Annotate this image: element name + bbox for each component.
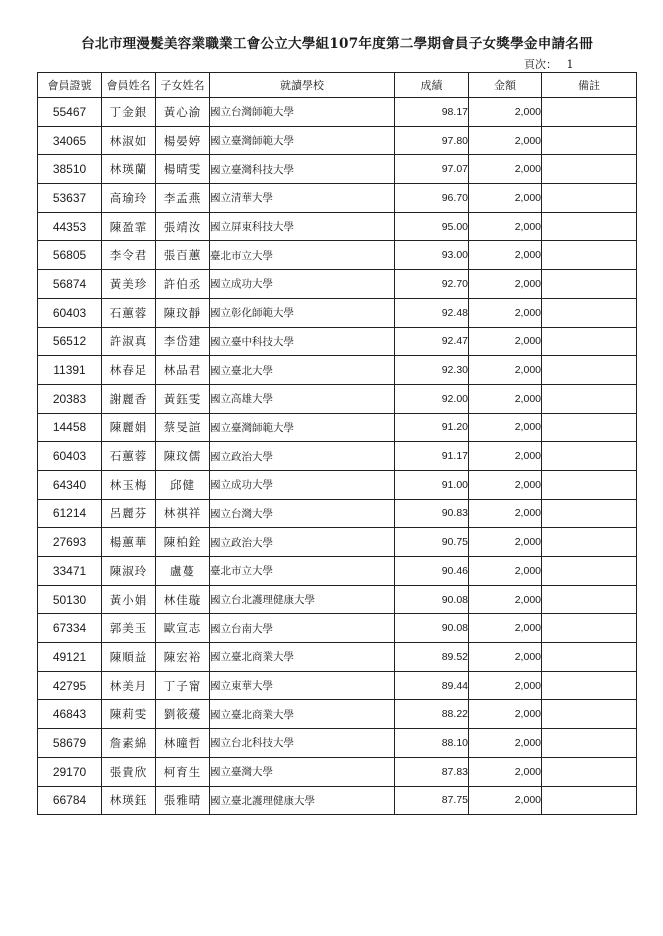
cell-score: 89.44 <box>395 671 469 700</box>
cell-child-name: 邱健 <box>156 470 210 499</box>
table-row <box>38 557 637 586</box>
table-row <box>38 327 637 356</box>
table-row <box>38 499 637 528</box>
cell-score: 87.75 <box>395 786 469 815</box>
cell-school: 國立彰化師範大學 <box>210 298 395 327</box>
page-label: 頁次： <box>524 58 557 71</box>
cell-member-id: 33471 <box>38 557 102 586</box>
cell-score: 95.00 <box>395 212 469 241</box>
cell-member-id: 64340 <box>38 470 102 499</box>
cell-member-id: 49121 <box>38 643 102 672</box>
cell-member-name: 林瑛鈺 <box>102 786 156 815</box>
cell-child-name: 楊晴雯 <box>156 155 210 184</box>
cell-score: 93.00 <box>395 241 469 270</box>
cell-score: 92.70 <box>395 270 469 299</box>
cell-child-name: 林祺祥 <box>156 499 210 528</box>
table-row <box>38 413 637 442</box>
cell-score: 89.52 <box>395 643 469 672</box>
cell-member-name: 石蕙蓉 <box>102 442 156 471</box>
cell-note <box>542 212 637 241</box>
cell-member-id: 56805 <box>38 241 102 270</box>
cell-score: 90.83 <box>395 499 469 528</box>
cell-note <box>542 413 637 442</box>
cell-amount: 2,000 <box>469 757 542 786</box>
table-row <box>38 126 637 155</box>
header-member-name: 會員姓名 <box>102 73 156 98</box>
cell-note <box>542 126 637 155</box>
cell-amount: 2,000 <box>469 298 542 327</box>
cell-child-name: 林佳璇 <box>156 585 210 614</box>
table-row <box>38 241 637 270</box>
cell-school: 國立屏東科技大學 <box>210 212 395 241</box>
cell-member-id: 44353 <box>38 212 102 241</box>
cell-note <box>542 499 637 528</box>
cell-member-name: 李令君 <box>102 241 156 270</box>
cell-amount: 2,000 <box>469 212 542 241</box>
cell-amount: 2,000 <box>469 241 542 270</box>
cell-member-name: 陳順益 <box>102 643 156 672</box>
cell-school: 臺北市立大學 <box>210 557 395 586</box>
cell-school: 國立臺北商業大學 <box>210 643 395 672</box>
cell-school: 國立東華大學 <box>210 671 395 700</box>
header-school: 就讀學校 <box>210 73 395 98</box>
table-row <box>38 384 637 413</box>
cell-school: 國立高雄大學 <box>210 384 395 413</box>
cell-amount: 2,000 <box>469 384 542 413</box>
cell-score: 90.08 <box>395 585 469 614</box>
cell-child-name: 張百蕙 <box>156 241 210 270</box>
cell-child-name: 黃鈺雯 <box>156 384 210 413</box>
cell-child-name: 陳玟儒 <box>156 442 210 471</box>
cell-note <box>542 98 637 127</box>
cell-amount: 2,000 <box>469 98 542 127</box>
cell-member-id: 34065 <box>38 126 102 155</box>
cell-member-name: 張貴欣 <box>102 757 156 786</box>
cell-score: 92.00 <box>395 384 469 413</box>
cell-note <box>542 585 637 614</box>
table-row <box>38 700 637 729</box>
cell-member-id: 56874 <box>38 270 102 299</box>
cell-member-id: 20383 <box>38 384 102 413</box>
table-row <box>38 671 637 700</box>
cell-member-id: 55467 <box>38 98 102 127</box>
cell-member-id: 38510 <box>38 155 102 184</box>
cell-member-id: 61214 <box>38 499 102 528</box>
cell-member-name: 丁金銀 <box>102 98 156 127</box>
cell-note <box>542 241 637 270</box>
cell-member-name: 黃美珍 <box>102 270 156 299</box>
cell-member-id: 58679 <box>38 729 102 758</box>
cell-score: 88.10 <box>395 729 469 758</box>
cell-member-id: 42795 <box>38 671 102 700</box>
cell-member-name: 楊蕙華 <box>102 528 156 557</box>
cell-note <box>542 757 637 786</box>
cell-score: 98.17 <box>395 98 469 127</box>
cell-score: 91.00 <box>395 470 469 499</box>
cell-child-name: 林曈哲 <box>156 729 210 758</box>
cell-child-name: 歐宣志 <box>156 614 210 643</box>
cell-child-name: 盧蔓 <box>156 557 210 586</box>
cell-member-name: 陳淑玲 <box>102 557 156 586</box>
table-row <box>38 528 637 557</box>
cell-note <box>542 327 637 356</box>
cell-amount: 2,000 <box>469 442 542 471</box>
cell-member-id: 11391 <box>38 356 102 385</box>
cell-child-name: 許伯丞 <box>156 270 210 299</box>
table-body <box>38 98 637 815</box>
cell-member-name: 謝麗香 <box>102 384 156 413</box>
cell-note <box>542 614 637 643</box>
cell-note <box>542 270 637 299</box>
cell-member-name: 陳莉雯 <box>102 700 156 729</box>
cell-amount: 2,000 <box>469 356 542 385</box>
cell-score: 96.70 <box>395 184 469 213</box>
cell-member-id: 53637 <box>38 184 102 213</box>
table-row <box>38 786 637 815</box>
cell-note <box>542 298 637 327</box>
cell-note <box>542 356 637 385</box>
cell-school: 國立臺灣師範大學 <box>210 126 395 155</box>
cell-score: 97.07 <box>395 155 469 184</box>
cell-score: 88.22 <box>395 700 469 729</box>
cell-amount: 2,000 <box>469 126 542 155</box>
header-score: 成績 <box>395 73 469 98</box>
cell-amount: 2,000 <box>469 155 542 184</box>
table-row <box>38 470 637 499</box>
header-member-id: 會員證號 <box>38 73 102 98</box>
cell-member-name: 石蕙蓉 <box>102 298 156 327</box>
table-row <box>38 98 637 127</box>
cell-score: 90.08 <box>395 614 469 643</box>
cell-school: 臺北市立大學 <box>210 241 395 270</box>
cell-note <box>542 184 637 213</box>
page-number: 1 <box>566 58 574 71</box>
cell-member-id: 67334 <box>38 614 102 643</box>
cell-school: 國立成功大學 <box>210 470 395 499</box>
cell-school: 國立臺灣師範大學 <box>210 413 395 442</box>
cell-score: 92.47 <box>395 327 469 356</box>
cell-school: 國立成功大學 <box>210 270 395 299</box>
table-row <box>38 442 637 471</box>
table-row <box>38 614 637 643</box>
cell-score: 90.46 <box>395 557 469 586</box>
cell-child-name: 張雅晴 <box>156 786 210 815</box>
cell-member-name: 林淑如 <box>102 126 156 155</box>
cell-amount: 2,000 <box>469 413 542 442</box>
cell-member-name: 高瑜玲 <box>102 184 156 213</box>
cell-member-name: 郭美玉 <box>102 614 156 643</box>
cell-note <box>542 643 637 672</box>
cell-school: 國立台南大學 <box>210 614 395 643</box>
cell-child-name: 陳宏裕 <box>156 643 210 672</box>
cell-member-id: 60403 <box>38 298 102 327</box>
cell-member-name: 呂麗芬 <box>102 499 156 528</box>
table-row <box>38 585 637 614</box>
cell-amount: 2,000 <box>469 528 542 557</box>
cell-amount: 2,000 <box>469 327 542 356</box>
cell-member-name: 陳麗娟 <box>102 413 156 442</box>
cell-child-name: 陳玟靜 <box>156 298 210 327</box>
header-note: 備註 <box>542 73 637 98</box>
cell-note <box>542 786 637 815</box>
cell-child-name: 丁子甯 <box>156 671 210 700</box>
cell-school: 國立台灣師範大學 <box>210 98 395 127</box>
cell-school: 國立政治大學 <box>210 442 395 471</box>
page-count <box>524 56 574 72</box>
cell-school: 國立臺北大學 <box>210 356 395 385</box>
cell-member-id: 60403 <box>38 442 102 471</box>
cell-score: 90.75 <box>395 528 469 557</box>
cell-school: 國立臺灣科技大學 <box>210 155 395 184</box>
cell-child-name: 楊晏婷 <box>156 126 210 155</box>
table-row <box>38 729 637 758</box>
cell-score: 87.83 <box>395 757 469 786</box>
header-row <box>38 73 637 98</box>
cell-amount: 2,000 <box>469 470 542 499</box>
cell-note <box>542 384 637 413</box>
cell-amount: 2,000 <box>469 729 542 758</box>
cell-amount: 2,000 <box>469 643 542 672</box>
cell-member-name: 林美月 <box>102 671 156 700</box>
table-row <box>38 298 637 327</box>
cell-member-id: 29170 <box>38 757 102 786</box>
table-row <box>38 757 637 786</box>
header-amount: 金額 <box>469 73 542 98</box>
cell-member-id: 14458 <box>38 413 102 442</box>
cell-amount: 2,000 <box>469 585 542 614</box>
cell-amount: 2,000 <box>469 700 542 729</box>
cell-child-name: 陳柏銓 <box>156 528 210 557</box>
cell-child-name: 劉筱蕿 <box>156 700 210 729</box>
cell-member-id: 27693 <box>38 528 102 557</box>
cell-member-name: 詹素綿 <box>102 729 156 758</box>
cell-child-name: 柯育生 <box>156 757 210 786</box>
cell-child-name: 李岱建 <box>156 327 210 356</box>
cell-note <box>542 557 637 586</box>
cell-amount: 2,000 <box>469 270 542 299</box>
cell-school: 國立臺灣大學 <box>210 757 395 786</box>
cell-note <box>542 671 637 700</box>
cell-member-name: 林瑛蘭 <box>102 155 156 184</box>
document-title: 台北市理漫髮美容業職業工會公立大學組107年度第二學期會員子女獎學金申請名冊 <box>81 36 593 52</box>
cell-member-id: 66784 <box>38 786 102 815</box>
cell-amount: 2,000 <box>469 184 542 213</box>
cell-school: 國立政治大學 <box>210 528 395 557</box>
cell-member-name: 林春足 <box>102 356 156 385</box>
cell-child-name: 林品君 <box>156 356 210 385</box>
cell-note <box>542 155 637 184</box>
cell-member-name: 許淑真 <box>102 327 156 356</box>
table-row <box>38 155 637 184</box>
header-child-name: 子女姓名 <box>156 73 210 98</box>
cell-member-name: 林玉梅 <box>102 470 156 499</box>
cell-note <box>542 470 637 499</box>
table-row <box>38 643 637 672</box>
cell-score: 92.48 <box>395 298 469 327</box>
cell-amount: 2,000 <box>469 557 542 586</box>
cell-member-id: 56512 <box>38 327 102 356</box>
cell-school: 國立台灣大學 <box>210 499 395 528</box>
table-row <box>38 356 637 385</box>
cell-note <box>542 442 637 471</box>
cell-school: 國立臺北商業大學 <box>210 700 395 729</box>
cell-amount: 2,000 <box>469 614 542 643</box>
cell-score: 92.30 <box>395 356 469 385</box>
cell-score: 91.17 <box>395 442 469 471</box>
cell-member-name: 黃小娟 <box>102 585 156 614</box>
cell-member-id: 50130 <box>38 585 102 614</box>
cell-note <box>542 729 637 758</box>
table-row <box>38 184 637 213</box>
cell-school: 國立台北科技大學 <box>210 729 395 758</box>
cell-child-name: 黃心渝 <box>156 98 210 127</box>
cell-note <box>542 528 637 557</box>
cell-school: 國立台北護理健康大學 <box>210 585 395 614</box>
cell-school: 國立臺北護理健康大學 <box>210 786 395 815</box>
cell-school: 國立臺中科技大學 <box>210 327 395 356</box>
cell-member-id: 46843 <box>38 700 102 729</box>
cell-amount: 2,000 <box>469 786 542 815</box>
table-row <box>38 212 637 241</box>
table-row <box>38 270 637 299</box>
cell-score: 91.20 <box>395 413 469 442</box>
cell-child-name: 蔡旻諠 <box>156 413 210 442</box>
cell-child-name: 李孟燕 <box>156 184 210 213</box>
scholarship-roster-table <box>37 72 637 815</box>
cell-amount: 2,000 <box>469 671 542 700</box>
cell-note <box>542 700 637 729</box>
cell-amount: 2,000 <box>469 499 542 528</box>
cell-member-name: 陳盈霏 <box>102 212 156 241</box>
cell-score: 97.80 <box>395 126 469 155</box>
cell-child-name: 張靖汝 <box>156 212 210 241</box>
cell-school: 國立清華大學 <box>210 184 395 213</box>
